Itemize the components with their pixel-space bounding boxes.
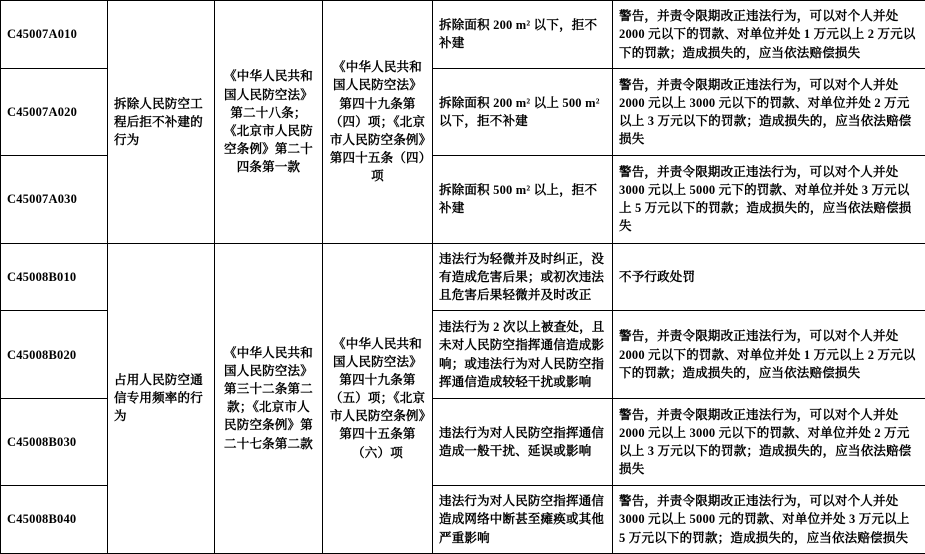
cell-circumstance: 拆除面积 500 m² 以上，拒不补建 xyxy=(433,156,613,243)
cell-penalty: 不予行政处罚 xyxy=(613,243,925,311)
cell-law-basis-2: 《中华人民共和国人民防空法》第四十九条第（五）项；《北京市人民防空条例》第四十五条第（六）项 xyxy=(323,243,433,553)
cell-code: C45008B010 xyxy=(1,243,108,311)
cell-penalty: 警告，并责令限期改正违法行为，可以对个人并处 3000 元以上 5000 元的罚款、对单位并处 3 万元以上 5 万元以下的罚款；造成损失的，应当依法赔偿损失 xyxy=(613,486,925,554)
cell-code: C45008B040 xyxy=(1,486,108,554)
cell-law-basis-1: 《中华人民共和国人民防空法》第二十八条；《北京市人民防空条例》第二十四条第一款 xyxy=(215,1,323,244)
cell-circumstance: 拆除面积 200 m² 以下，拒不补建 xyxy=(433,1,613,69)
cell-circumstance: 拆除面积 200 m² 以上 500 m² 以下，拒不补建 xyxy=(433,68,613,155)
cell-penalty: 警告，并责令限期改正违法行为，可以对个人并处 2000 元以上 3000 元以下的罚款、对单位并处 2 万元以上 3 万元以下的罚款；造成损失的，应当依法赔偿损失 xyxy=(613,68,925,155)
cell-code: C45008B020 xyxy=(1,311,108,398)
cell-circumstance: 违法行为对人民防空指挥通信造成一般干扰、延误或影响 xyxy=(433,398,613,485)
cell-code: C45007A030 xyxy=(1,156,108,243)
cell-behavior: 拆除人民防空工程后拒不补建的行为 xyxy=(108,1,215,244)
cell-penalty: 警告，并责令限期改正违法行为，可以对个人并处 2000 元以上 3000 元以下的罚款、对单位并处 2 万元以上 3 万元以下的罚款；造成损失的，应当依法赔偿损失 xyxy=(613,398,925,485)
cell-code: C45007A010 xyxy=(1,1,108,69)
table-row xyxy=(1,243,925,311)
cell-code: C45008B030 xyxy=(1,398,108,485)
cell-circumstance: 违法行为 2 次以上被查处，且未对人民防空指挥通信造成影响；或违法行为对人民防空指挥通信造成较轻干扰或影响 xyxy=(433,311,613,398)
cell-penalty: 警告，并责令限期改正违法行为，可以对个人并处 2000 元以下的罚款、对单位并处 1 万元以上 2 万元以下的罚款；造成损失的，应当依法赔偿损失 xyxy=(613,311,925,398)
cell-behavior: 占用人民防空通信专用频率的行为 xyxy=(108,243,215,553)
table-row xyxy=(1,1,925,69)
cell-penalty: 警告，并责令限期改正违法行为，可以对个人并处 3000 元以上 5000 元下的罚款、对单位并处 3 万元以上 5 万元以下的罚款；造成损失的，应当依法赔偿损失 xyxy=(613,156,925,243)
cell-circumstance: 违法行为轻微并及时纠正，没有造成危害后果；或初次违法且危害后果轻微并及时改正 xyxy=(433,243,613,311)
cell-law-basis-2: 《中华人民共和国人民防空法》第四十九条第（四）项；《北京市人民防空条例》第四十五条（四）项 xyxy=(323,1,433,244)
cell-penalty: 警告，并责令限期改正违法行为，可以对个人并处 2000 元以下的罚款、对单位并处 1 万元以上 2 万元以下的罚款；造成损失的，应当依法赔偿损失 xyxy=(613,1,925,69)
cell-code: C45007A020 xyxy=(1,68,108,155)
cell-law-basis-1: 《中华人民共和国人民防空法》第三十二条第二款；《北京市人民防空条例》第二十七条第二款 xyxy=(215,243,323,553)
cell-circumstance: 违法行为对人民防空指挥通信造成网络中断甚至瘫痪或其他严重影响 xyxy=(433,486,613,554)
